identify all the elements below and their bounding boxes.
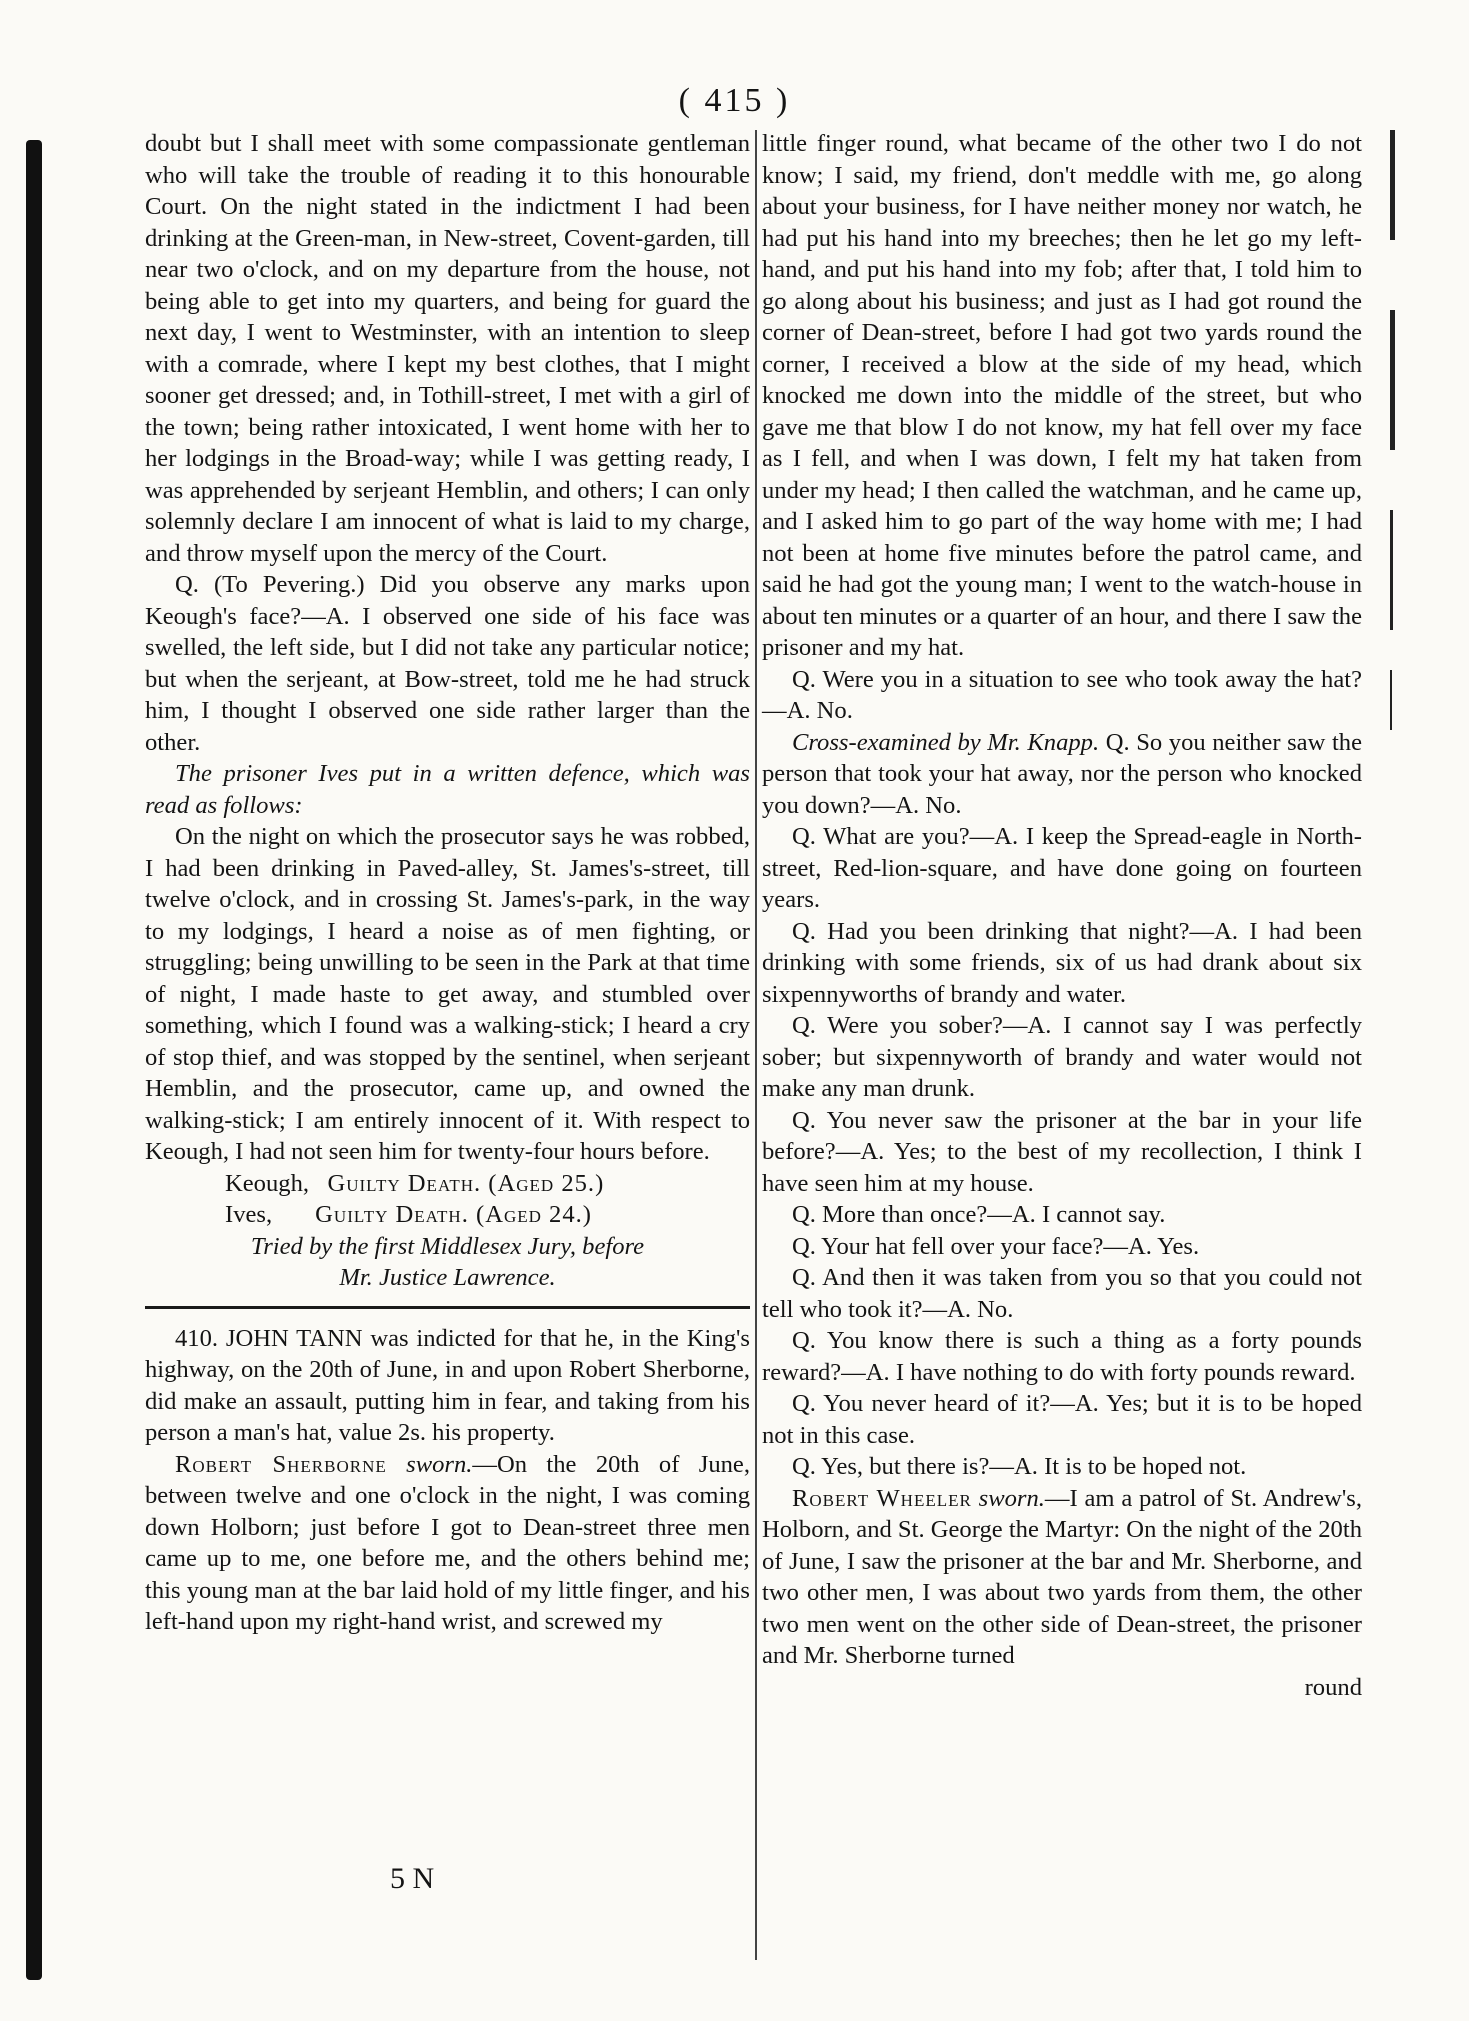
qa-more-than-once: Q. More than once?—A. I cannot say.: [792, 1201, 1166, 1228]
margin-marks: [1390, 130, 1402, 830]
qa-hat-fell: Q. Your hat fell over your face?—A. Yes.: [792, 1232, 1200, 1260]
margin-mark: [1390, 510, 1393, 630]
qa-occupation: Q. What are you?—A. I keep the Spread-eagle in North-street, Red-lion-square, and have done going on fourteen years.: [762, 823, 1362, 913]
qa-drinking: Q. Had you been drinking that night?—A. I had been drinking with some friends, six of us had drank about six sixpennyworths of brandy and water.: [762, 917, 1362, 1008]
sworn-label-wheeler: sworn.: [978, 1484, 1045, 1512]
sherborne-testimony-continued: little finger round, what became of the other two I do not know; I said, my friend, don't meddle with me, go along about your business, for I have neither money nor watch, he had put his hand into my breeches; then he let go my left-hand, and put his hand into my fob; after that, I told him to go along about his business; and just as I had got round the corner of Dean-street, before I had got two yards round the corner, I received a blow at the side of my head, which knocked me down into the middle of the street, but who gave me that blow I do not know, my hat fell over my face as I fell, and when I was down, I felt my hat taken from under my head; I then called the watchman, and he came up, and I asked him to go part of the way home with me; I had not been at home five minutes before the patrol came, and said he had got the young man; I went to the watch-house in about ten minutes or a quarter of an hour, and there I saw the prisoner and my hat.: [762, 130, 1362, 661]
column-divider: [755, 130, 757, 1960]
margin-mark: [1390, 670, 1392, 730]
ives-defence: On the night on which the prosecutor says he was robbed, I had been drinking in Paved-alley, St. James's-street, till twelve o'clock, and in crossing St. James's-park, in the way to my lodgings, I heard a noise as of men fighting, or struggling; being unwilling to be seen in the Park at that time of night, I made haste to get away, and stumbled over something, which I found was a walking-stick; I heard a cry of stop thief, and was stopped by the sentinel, when serjeant Hemblin, and the prosecutor, came up, and owned the walking-stick; I am entirely innocent of it. With respect to Keough, I had not seen him for twenty-four hours before.: [145, 823, 750, 1165]
catchword: round: [1304, 1673, 1362, 1701]
witness-name-sherborne: Robert Sherborne: [175, 1450, 387, 1478]
sherborne-testimony: [145, 1449, 750, 1638]
cross-examination-text: Q. So you neither saw the person that took your hat away, nor the person who knocked you down?—A. No.: [762, 728, 1362, 819]
question-pevering: Q. (To Pevering.) Did you observe any marks upon Keough's face?—A. I observed one side of his face was swelled, the left side, but I did not take any particular notice; but when the serjeant, at Bow-street, told me he had struck him, I thought I observed one side rather larger than the other.: [145, 571, 750, 756]
witness-name-wheeler: Robert Wheeler: [792, 1484, 972, 1512]
verdict-ives-name: Ives,: [225, 1201, 273, 1228]
qa-hat-taken: Q. And then it was taken from you so that you could not tell who took it?—A. No.: [762, 1264, 1362, 1323]
defence-continuation: doubt but I shall meet with some compassionate gentleman who will take the trouble of reading it to this honourable Court. On the night stated in the indictment I had been drinking at the Green-man, in New-street, Covent-garden, till near two o'clock, and on my departure from the house, not being able to get into my quarters, and being for guard the next day, I went to Westminster, with an intention to sleep with a comrade, where I kept my best clothes, that I might sooner get dressed; and, in Tothill-street, I met with a girl of the town; being rather intoxicated, I went home with her to her lodgings in the Broad-way; while I was getting ready, I was apprehended by serjeant Hemblin, and others; I can only solemnly declare I am innocent of what is laid to my charge, and throw myself upon the mercy of the Court.: [145, 130, 750, 567]
wheeler-testimony-text: —I am a patrol of St. Andrew's, Holborn, and St. George the Martyr: On the night of the 20th of June, I saw the prisoner at the bar and Mr. Sherborne, and two other men, I was about two yards from them, the other two men went on the other side of Dean-street, the prisoner and Mr. Sherborne turned: [762, 1484, 1362, 1669]
margin-mark: [1390, 310, 1395, 450]
sherborne-testimony-text: —On the 20th of June, between twelve and one o'clock in the night, I was coming down Holborn; just before I got to Dean-street three men came up to me, one before me, and the others behind me; this young man at the bar laid hold of my little finger, and his left-hand upon my right-hand wrist, and screwed my: [145, 1450, 750, 1635]
verdict-keough-text: Guilty Death. (Aged 25.): [327, 1169, 605, 1197]
binding-edge-shadow: [26, 140, 42, 1980]
wheeler-testimony: [762, 1483, 1362, 1672]
right-column: [762, 128, 1362, 1703]
tried-before-line1: Tried by the first Middlesex Jury, before: [250, 1232, 645, 1260]
printer-signature: 5 N: [390, 1862, 435, 1895]
qa-yes-but: Q. Yes, but there is?—A. It is to be hoped not.: [792, 1453, 1247, 1480]
case-410-indictment: 410. JOHN TANN was indicted for that he, in the King's highway, on the 20th of June, in and upon Robert Sherborne, did make an assault, putting him in fear, and taking from his person a man's hat, value 2s. his property.: [145, 1324, 750, 1446]
qa-situation: Q. Were you in a situation to see who took away the hat?—A. No.: [762, 665, 1362, 724]
left-column: [145, 128, 750, 1638]
verdict-ives: [145, 1199, 750, 1231]
cross-examined-label: Cross-examined by Mr. Knapp.: [792, 728, 1100, 756]
section-rule: [145, 1306, 750, 1309]
verdict-keough-name: Keough,: [225, 1169, 310, 1197]
sworn-label: sworn.: [406, 1450, 473, 1478]
qa-reward: Q. You know there is such a thing as a forty pounds reward?—A. I have nothing to do with forty pounds reward.: [762, 1327, 1362, 1386]
cross-examination: [762, 727, 1362, 822]
verdict-keough: [145, 1168, 750, 1200]
page-number: ( 415 ): [678, 82, 791, 119]
written-defence-intro: The prisoner Ives put in a written defence, which was read as follows:: [145, 760, 750, 819]
verdict-ives-text: Guilty Death. (Aged 24.): [315, 1201, 592, 1228]
tried-before-line2: Mr. Justice Lawrence.: [339, 1264, 556, 1291]
qa-sober: Q. Were you sober?—A. I cannot say I was perfectly sober; but sixpennyworth of brandy and water would not make any man drunk.: [762, 1012, 1362, 1102]
margin-mark: [1390, 130, 1395, 240]
qa-seen-prisoner: Q. You never saw the prisoner at the bar in your life before?—A. Yes; to the best of my recollection, I think I have seen him at my house.: [762, 1106, 1362, 1197]
qa-heard-of-it: Q. You never heard of it?—A. Yes; but it is to be hoped not in this case.: [762, 1390, 1362, 1449]
